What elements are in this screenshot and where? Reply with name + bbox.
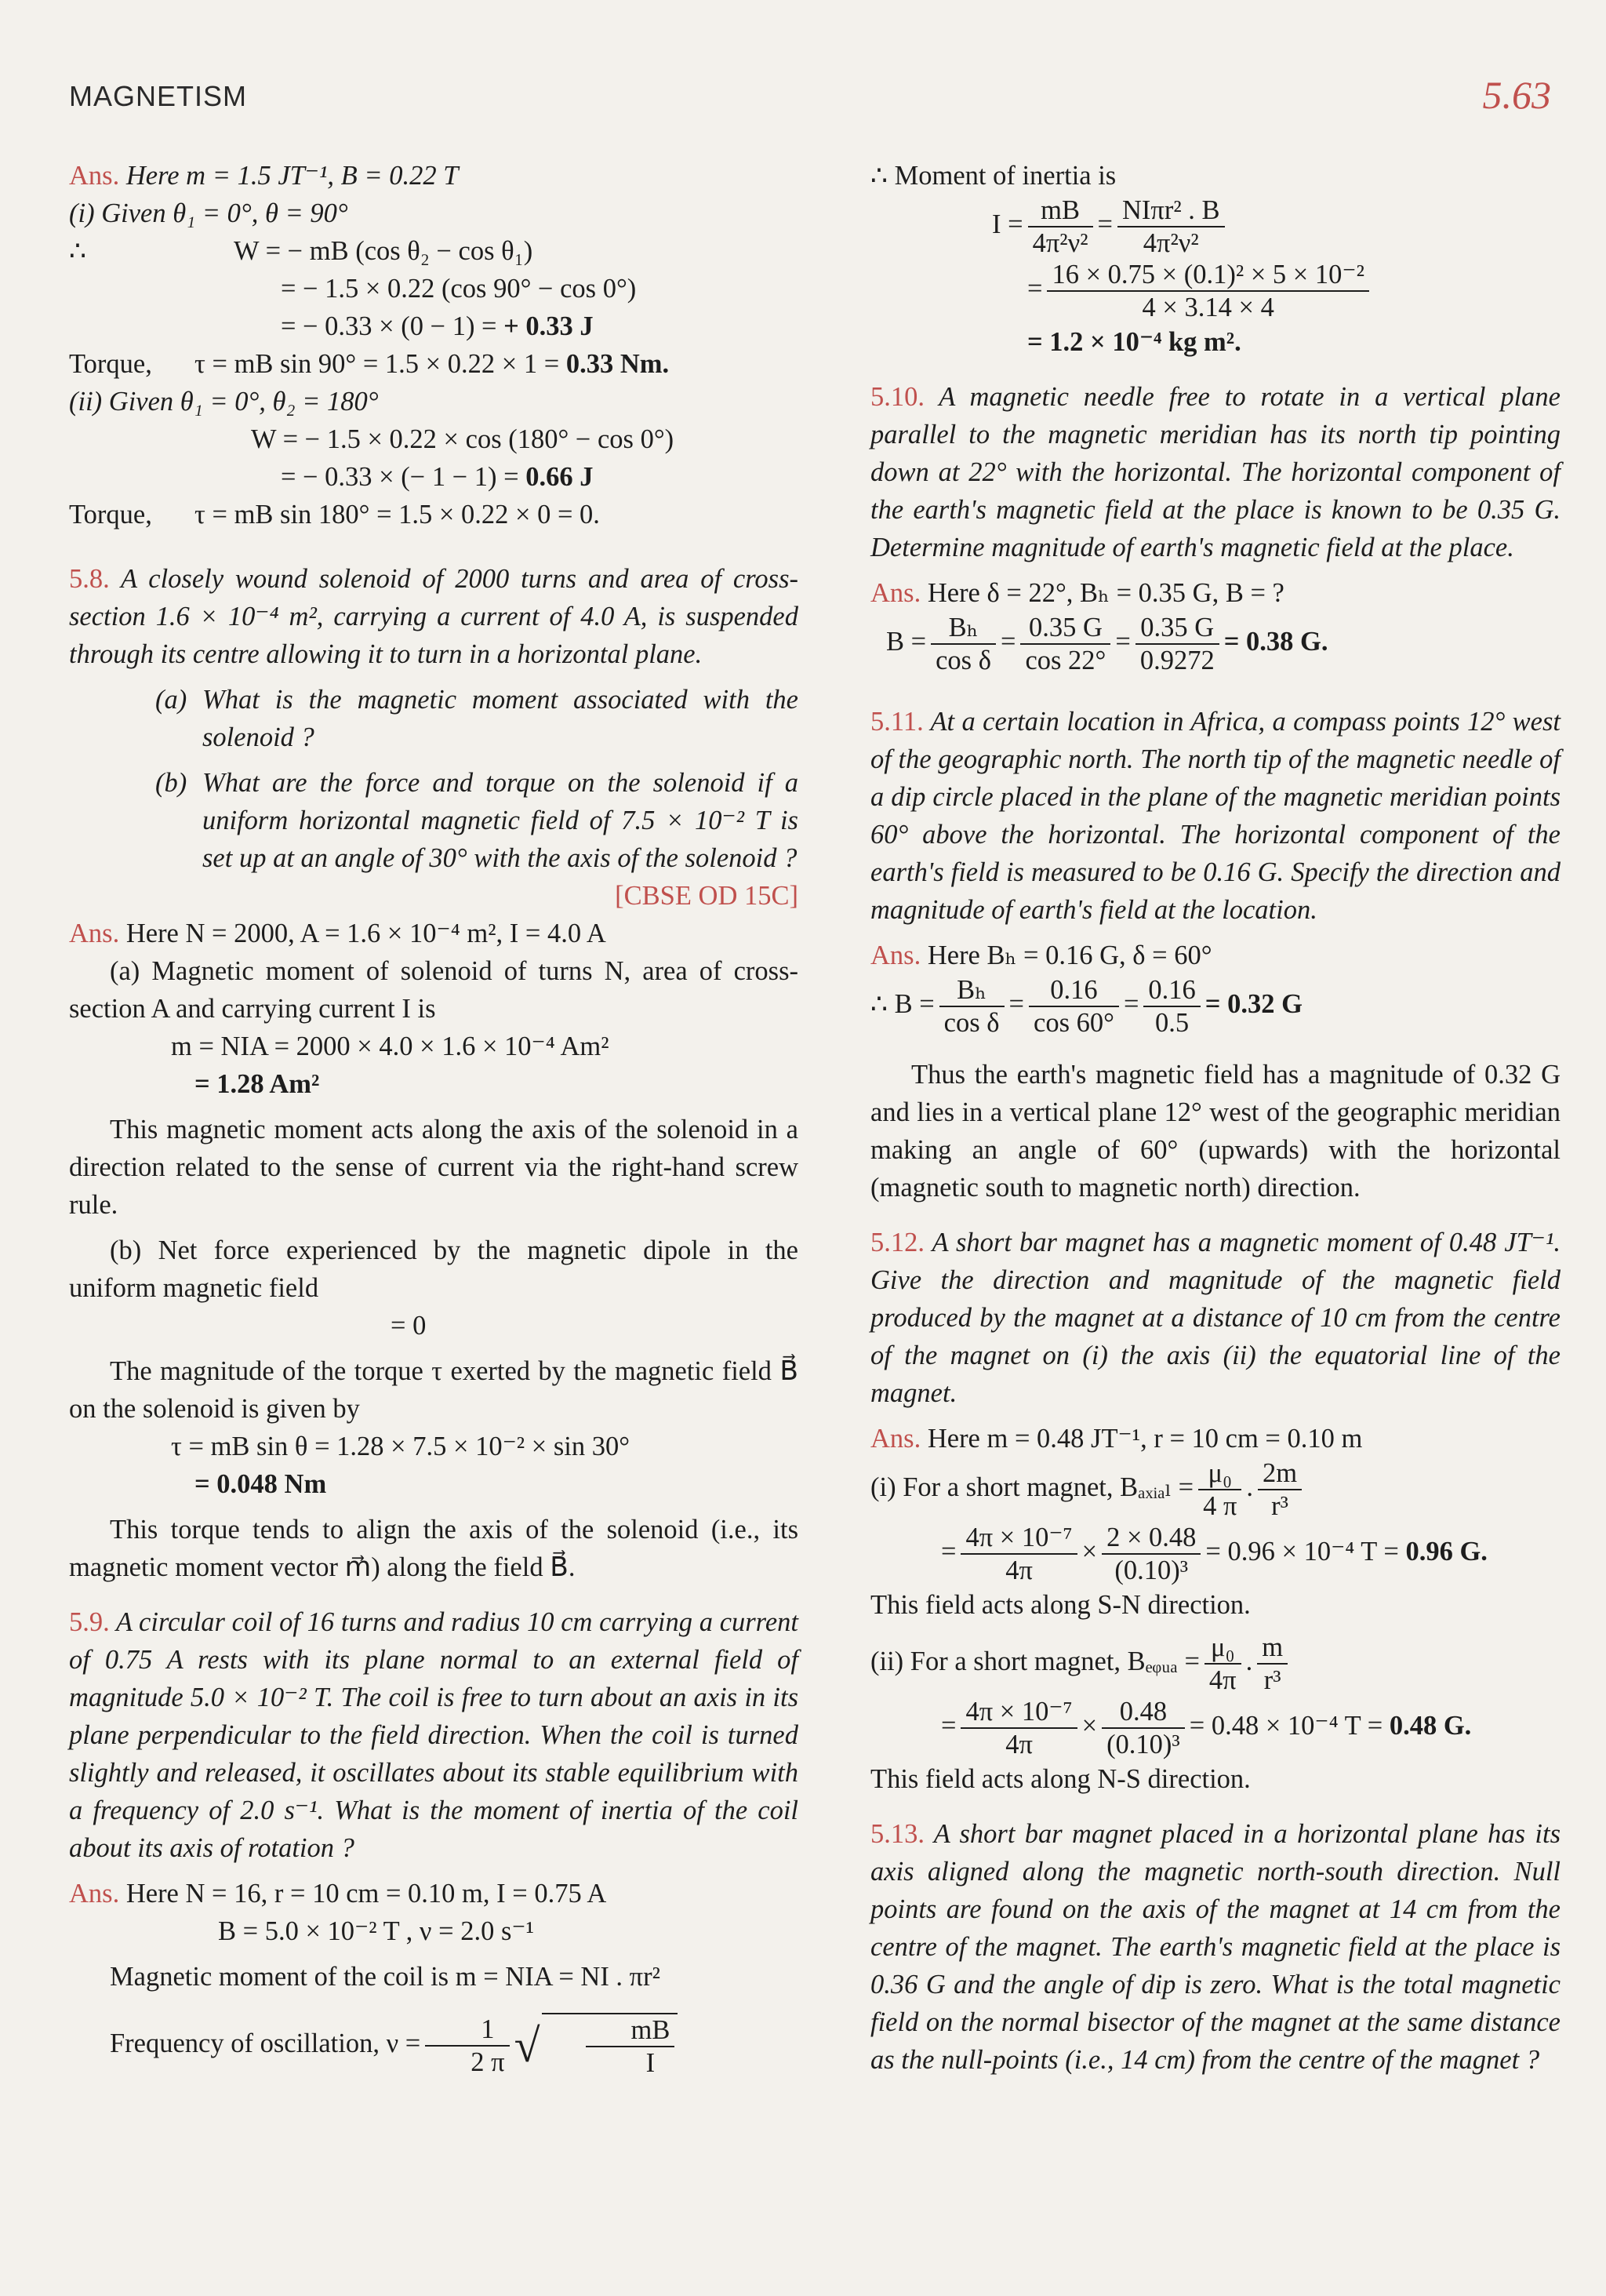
question-5-9: 5.9. A circular coil of 16 turns and radius 10 cm carrying a current of 0.75 A rests with its plane normal to an external field of magnitude 5.0 × 10⁻² T. The coil is free to turn about an axis in its plane perpendicular to the field direction. When the coil is turned slightly and released, it oscillates about its stable equilibrium with a frequency of 2.0 s⁻¹. What is the moment of inertia of the coil about its axis of rotation ?: [69, 1607, 798, 1863]
answer-5-8-b: (b) Net force experienced by the magnetic dipole in the uniform magnetic field: [69, 1235, 798, 1303]
equatorial-field-direction: This field acts along N-S direction.: [870, 1764, 1251, 1794]
inertia-formula: I = $\frac{mB}{\text{4π²ν²}}$ = $\frac{\text{NIπr² . B}}{\text{4π²ν²}}$: [870, 195, 1561, 259]
question-5-11: 5.11. At a certain location in Africa, a compass points 12° west of the geographic north. The north tip of the magnetic needle of a dip circle placed in the plane of the magnetic meridian points 60° above the horizontal. The horizontal component of the earth's field is measured to be 0.16 G. Specify the direction and magnitude of earth's field at the location.: [870, 707, 1561, 925]
answer-5-11-given: Ans. Here Bₕ = 0.16 G, δ = 60°: [870, 941, 1212, 970]
question-5-12: 5.12. A short bar magnet has a magnetic moment of 0.48 JT⁻¹. Give the direction and magnitude of the magnetic field produced by the magnet at a distance of 10 cm from the centre of the magnet on (i) the axis (ii) the equatorial line of the magnet.: [870, 1228, 1561, 1408]
equatorial-field-formula: (ii) For a short magnet, Bₑᵩᵤₐ = $\frac{\text{μ₀}}{4\pi}$ . $\frac{m}{\text{r³}}$: [870, 1632, 1561, 1696]
moment-of-inertia-intro: ∴ Moment of inertia is: [870, 161, 1117, 191]
answer-5-9-given: Ans. Here N = 16, r = 10 cm = 0.10 m, I = 0.75 A: [69, 1879, 607, 1908]
question-5-8-a: (a) What is the magnetic moment associated with the solenoid ?: [155, 685, 798, 752]
answer-5-8-para-1: This magnetic moment acts along the axis of the solenoid in a direction related to the sense of current via the right-hand screw rule.: [69, 1115, 798, 1220]
axial-field-direction: This field acts along S-N direction.: [870, 1590, 1251, 1620]
case-ii-given: (ii) Given θ₁ = 0°, θ₂ = 180°: [69, 387, 379, 417]
equatorial-field-calc: = $\frac{\text{4π × 10⁻⁷}}{4\pi}$ × $\frac{0.48}{\text{(0.10)³}}$ = 0.48 × 10⁻⁴ T = 0.48 G.: [941, 1697, 1472, 1759]
earth-field-equation: B = $\frac{\text{Bₕ}}{\text{cos δ}}$ = $\frac{0.35 G}{\cos 22^\circ}$ = $\frac{0.35 G}{0.9272}$ = 0.38 G.: [886, 613, 1328, 675]
answer-5-12-given: Ans. Here m = 0.48 JT⁻¹, r = 10 cm = 0.10 m: [870, 1424, 1363, 1454]
right-column: [870, 157, 1561, 2079]
answer-5-8-para-2: The magnitude of the torque τ exerted by the magnetic field B⃗ on the solenoid is given by: [69, 1356, 798, 1424]
magnetic-moment-result: = 1.28 Am²: [194, 1069, 320, 1099]
source-tag: [CBSE OD 15C]: [615, 881, 798, 911]
page-number: 5.63: [1482, 73, 1551, 117]
inertia-result: = 1.2 × 10⁻⁴ kg m².: [1027, 327, 1241, 357]
torque-equation-2: Torque, τ = mB sin 180° = 1.5 × 0.22 × 0 = 0.: [69, 500, 600, 529]
answer-given: Ans. Here m = 1.5 JT⁻¹, B = 0.22 T: [69, 161, 459, 191]
axial-field-formula: (i) For a short magnet, Bₐₓᵢₐₗ = $\frac{\text{μ₀}}{4 \pi}$ . $\frac{2m}{\text{r³}}$: [870, 1457, 1561, 1522]
answer-5-8-a: (a) Magnetic moment of solenoid of turns N, area of cross-section A and carrying current I is: [69, 956, 798, 1024]
work-result-2: = − 0.33 × (− 1 − 1) = 0.66 J: [281, 462, 594, 492]
answer-5-9-given-2: B = 5.0 × 10⁻² T , ν = 2.0 s⁻¹: [218, 1916, 534, 1946]
question-5-13: 5.13. A short bar magnet placed in a horizontal plane has its axis aligned along the magnetic north-south direction. Null points are found on the axis of the magnet at 14 cm from the centre of the magnet. The earth's magnetic field at the place is 0.36 G and the angle of dip is zero. What is the total magnetic field on the normal bisector of the magnet at the same distance as the null-points (i.e., 14 cm) from the centre of the magnet ?: [870, 1819, 1561, 2075]
answer-5-8-para-3: This torque tends to align the axis of the solenoid (i.e., its magnetic moment vector m⃗) along the field B⃗.: [69, 1515, 798, 1582]
question-5-8: 5.8. A closely wound solenoid of 2000 turns and area of cross-section 1.6 × 10⁻⁴ m², carrying a current of 4.0 A, is suspended through its centre allowing it to turn in a horizontal plane.: [69, 564, 798, 669]
earth-field-equation-2: ∴ B = $\frac{\text{Bₕ}}{\text{cos δ}}$ = $\frac{0.16}{\cos 60^\circ}$ = $\frac{0.16}{0.5}$ = 0.32 G: [870, 975, 1303, 1038]
coil-moment-equation: Magnetic moment of the coil is m = NIA = NI . πr²: [110, 1962, 660, 1992]
answer-5-10-given: Ans. Here δ = 22°, Bₕ = 0.35 G, B = ?: [870, 578, 1284, 608]
net-force-result: = 0: [391, 1311, 427, 1341]
fraction: $\frac{1}{2 \pi}$: [425, 2014, 509, 2078]
torque-equation: Torque, τ = mB sin 90° = 1.5 × 0.22 × 1 = 0.33 Nm.: [69, 349, 670, 379]
work-equation-2: W = − 1.5 × 0.22 × cos (180° − cos 0°): [251, 424, 674, 454]
chapter-header: MAGNETISM: [69, 80, 248, 112]
question-5-8-b: (b) What are the force and torque on the solenoid if a uniform horizontal magnetic field of 7.5 × 10⁻² T is set up at an angle of 30° with the axis of the solenoid ? [CBSE OD 15C]: [69, 764, 798, 915]
inertia-substitution: = $\frac{\text{16 × 0.75 × (0.1)² × 5 × 10⁻²}}{4 \times 3.14 \times 4}$: [870, 259, 1561, 323]
left-column: [69, 157, 798, 2079]
axial-field-calc: = $\frac{\text{4π × 10⁻⁷}}{4\pi}$ × $\frac{2 \times 0.48}{\text{(0.10)³}}$ = 0.96 × 10⁻⁴ T = 0.96 G.: [941, 1523, 1488, 1585]
work-step: = − 1.5 × 0.22 (cos 90° − cos 0°): [281, 274, 637, 304]
question-5-10: 5.10. A magnetic needle free to rotate in a vertical plane parallel to the magnetic meridian has its north tip pointing down at 22° with the horizontal. The horizontal component of the earth's magnetic field at the place is known to be 0.35 G. Determine magnitude of earth's magnetic field at the place.: [870, 382, 1561, 562]
magnetic-moment-equation: m = NIA = 2000 × 4.0 × 1.6 × 10⁻⁴ Am²: [171, 1032, 609, 1061]
work-equation: ∴ W = − mB (cos θ₂ − cos θ₁): [69, 236, 533, 266]
torque-equation-3: τ = mB sin θ = 1.28 × 7.5 × 10⁻² × sin 30°: [171, 1432, 630, 1461]
ans-label: Ans.: [69, 161, 120, 191]
case-i-given: (i) Given θ₁ = 0°, θ = 90°: [69, 198, 348, 228]
frequency-equation: Frequency of oscillation, ν = $\frac{1}{2 \pi}$ √ $\frac{mB}{I}$: [69, 2013, 798, 2079]
answer-5-11-conclusion: Thus the earth's magnetic field has a magnitude of 0.32 G and lies in a vertical plane 12° west of the geographic meridian making an angle of 60° (upwards) with the horizontal (magnetic south to magnetic north) direction.: [870, 1060, 1561, 1203]
answer-5-8-given: Ans. Here N = 2000, A = 1.6 × 10⁻⁴ m², I = 4.0 A: [69, 919, 606, 948]
work-result: = − 0.33 × (0 − 1) = + 0.33 J: [281, 311, 594, 341]
torque-result: = 0.048 Nm: [194, 1469, 327, 1499]
